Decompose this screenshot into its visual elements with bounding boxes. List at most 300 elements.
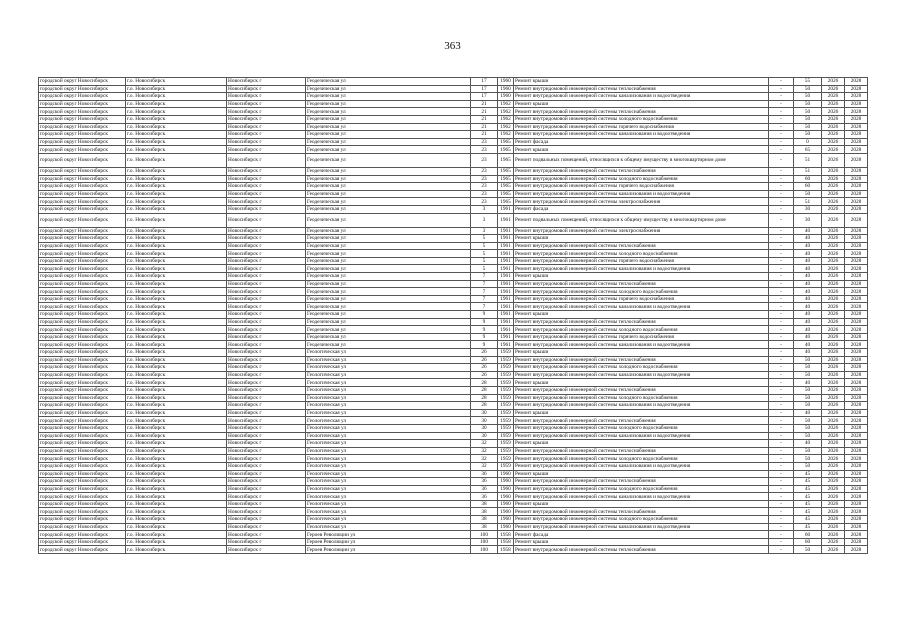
year-from-cell: 2026: [822, 115, 845, 123]
locality-cell: Новосибирск г: [227, 295, 306, 303]
locality-cell: Новосибирск г: [227, 356, 306, 364]
house-number-cell: 32: [471, 455, 498, 463]
year-to-cell: 2028: [845, 455, 868, 463]
dash-cell-cell: -: [769, 546, 794, 554]
municipality-cell: городской округ Новосибирск: [39, 295, 126, 303]
year-from-cell: 2026: [822, 326, 845, 334]
build-year-cell: 1959: [498, 440, 514, 448]
build-year-cell: 1962: [498, 123, 514, 131]
work-type-cell: Ремонт внутридомовой инженерной системы теплоснабжения: [514, 318, 769, 326]
cost-value-cell: 50: [794, 394, 822, 402]
build-year-cell: 1959: [498, 409, 514, 417]
district-cell: г.о. Новосибирск: [126, 394, 227, 402]
year-from-cell: 2026: [822, 493, 845, 501]
year-to-cell: 2028: [845, 462, 868, 470]
cost-value-cell: 45: [794, 478, 822, 486]
house-number-cell: 5: [471, 250, 498, 258]
year-to-cell: 2028: [845, 190, 868, 198]
street-cell: Геологическая ул: [306, 424, 471, 432]
cost-value-cell: 40: [794, 242, 822, 250]
work-type-cell: Ремонт внутридомовой инженерной системы холодного водоснабжения: [514, 175, 769, 183]
locality-cell: Новосибирск г: [227, 371, 306, 379]
cost-value-cell: 50: [794, 190, 822, 198]
street-cell: Геодезическая ул: [306, 326, 471, 334]
district-cell: г.о. Новосибирск: [126, 198, 227, 206]
district-cell: г.о. Новосибирск: [126, 462, 227, 470]
work-type-cell: Ремонт крыши: [514, 409, 769, 417]
street-cell: Геодезическая ул: [306, 93, 471, 101]
work-type-cell: Ремонт внутридомовой инженерной системы канализования и водоотведения: [514, 462, 769, 470]
street-cell: Геологическая ул: [306, 516, 471, 524]
district-cell: г.о. Новосибирск: [126, 326, 227, 334]
locality-cell: Новосибирск г: [227, 131, 306, 139]
work-type-cell: Ремонт подвальных помещений, относящихся к общему имуществу в многоквартирном доме: [514, 213, 769, 227]
street-cell: Геологическая ул: [306, 508, 471, 516]
dash-cell-cell: -: [769, 508, 794, 516]
dash-cell-cell: -: [769, 288, 794, 296]
street-cell: Геологическая ул: [306, 493, 471, 501]
table-row: [39, 190, 868, 198]
work-type-cell: Ремонт внутридомовой инженерной системы теплоснабжения: [514, 167, 769, 175]
table-row: [39, 115, 868, 123]
work-type-cell: Ремонт внутридомовой инженерной системы холодного водоснабжения: [514, 326, 769, 334]
work-type-cell: Ремонт внутридомовой инженерной системы канализования и водоотведения: [514, 190, 769, 198]
year-to-cell: 2028: [845, 123, 868, 131]
work-type-cell: Ремонт фасада: [514, 205, 769, 213]
street-cell: Геодезическая ул: [306, 146, 471, 154]
cost-value-cell: 60: [794, 175, 822, 183]
municipality-cell: городской округ Новосибирск: [39, 333, 126, 341]
district-cell: г.о. Новосибирск: [126, 523, 227, 531]
district-cell: г.о. Новосибирск: [126, 131, 227, 139]
municipality-cell: городской округ Новосибирск: [39, 478, 126, 486]
street-cell: Геодезическая ул: [306, 273, 471, 281]
table-row: [39, 485, 868, 493]
district-cell: г.о. Новосибирск: [126, 417, 227, 425]
table-row: [39, 93, 868, 101]
house-number-cell: 28: [471, 386, 498, 394]
municipality-cell: городской округ Новосибирск: [39, 326, 126, 334]
house-number-cell: 17: [471, 85, 498, 93]
table-row: [39, 100, 868, 108]
work-type-cell: Ремонт крыши: [514, 235, 769, 243]
street-cell: Геодезическая ул: [306, 303, 471, 311]
street-cell: Геологическая ул: [306, 409, 471, 417]
dash-cell-cell: -: [769, 341, 794, 349]
table-row: [39, 280, 868, 288]
house-number-cell: 3: [471, 227, 498, 235]
municipality-cell: городской округ Новосибирск: [39, 516, 126, 524]
municipality-cell: городской округ Новосибирск: [39, 371, 126, 379]
locality-cell: Новосибирск г: [227, 349, 306, 357]
cost-value-cell: 51: [794, 167, 822, 175]
locality-cell: Новосибирск г: [227, 273, 306, 281]
house-number-cell: 28: [471, 402, 498, 410]
build-year-cell: 1958: [498, 546, 514, 554]
year-to-cell: 2028: [845, 341, 868, 349]
build-year-cell: 1959: [498, 417, 514, 425]
house-number-cell: 32: [471, 447, 498, 455]
house-number-cell: 21: [471, 115, 498, 123]
year-from-cell: 2026: [822, 123, 845, 131]
year-from-cell: 2026: [822, 394, 845, 402]
municipality-cell: городской округ Новосибирск: [39, 123, 126, 131]
page-number: 363: [444, 40, 461, 52]
work-type-cell: Ремонт внутридомовой инженерной системы канализования и водоотведения: [514, 523, 769, 531]
municipality-cell: городской округ Новосибирск: [39, 311, 126, 319]
cost-value-cell: 45: [794, 485, 822, 493]
cost-value-cell: 50: [794, 100, 822, 108]
locality-cell: Новосибирск г: [227, 508, 306, 516]
year-to-cell: 2028: [845, 447, 868, 455]
municipality-cell: городской округ Новосибирск: [39, 531, 126, 539]
cost-value-cell: 30: [794, 213, 822, 227]
build-year-cell: 1961: [498, 333, 514, 341]
street-cell: Геологическая ул: [306, 394, 471, 402]
cost-value-cell: 51: [794, 198, 822, 206]
work-type-cell: Ремонт внутридомовой инженерной системы холодного водоснабжения: [514, 516, 769, 524]
build-year-cell: 1961: [498, 265, 514, 273]
year-to-cell: 2028: [845, 417, 868, 425]
district-cell: г.о. Новосибирск: [126, 318, 227, 326]
work-type-cell: Ремонт внутридомовой инженерной системы канализования и водоотведения: [514, 341, 769, 349]
dash-cell-cell: -: [769, 138, 794, 146]
locality-cell: Новосибирск г: [227, 100, 306, 108]
house-number-cell: 38: [471, 516, 498, 524]
locality-cell: Новосибирск г: [227, 85, 306, 93]
house-number-cell: 7: [471, 295, 498, 303]
cost-value-cell: 40: [794, 349, 822, 357]
street-cell: Геологическая ул: [306, 432, 471, 440]
year-to-cell: 2028: [845, 485, 868, 493]
house-number-cell: 38: [471, 508, 498, 516]
table-row: [39, 356, 868, 364]
year-to-cell: 2028: [845, 440, 868, 448]
year-from-cell: 2026: [822, 198, 845, 206]
dash-cell-cell: -: [769, 183, 794, 191]
house-number-cell: 30: [471, 424, 498, 432]
municipality-cell: городской округ Новосибирск: [39, 78, 126, 86]
district-cell: г.о. Новосибирск: [126, 470, 227, 478]
street-cell: Геологическая ул: [306, 470, 471, 478]
municipality-cell: городской округ Новосибирск: [39, 538, 126, 546]
table-row: [39, 311, 868, 319]
municipality-cell: городской округ Новосибирск: [39, 138, 126, 146]
municipality-cell: городской округ Новосибирск: [39, 379, 126, 387]
street-cell: Геодезическая ул: [306, 131, 471, 139]
cost-value-cell: 30: [794, 205, 822, 213]
house-number-cell: 36: [471, 470, 498, 478]
build-year-cell: 1960: [498, 470, 514, 478]
house-number-cell: 3: [471, 205, 498, 213]
municipality-cell: городской округ Новосибирск: [39, 485, 126, 493]
work-type-cell: Ремонт крыши: [514, 146, 769, 154]
build-year-cell: 1961: [498, 213, 514, 227]
locality-cell: Новосибирск г: [227, 432, 306, 440]
dash-cell-cell: -: [769, 531, 794, 539]
municipality-cell: городской округ Новосибирск: [39, 108, 126, 116]
table-row: [39, 447, 868, 455]
house-number-cell: 9: [471, 341, 498, 349]
dash-cell-cell: -: [769, 273, 794, 281]
dash-cell-cell: -: [769, 402, 794, 410]
street-cell: Геологическая ул: [306, 440, 471, 448]
build-year-cell: 1958: [498, 531, 514, 539]
municipality-cell: городской округ Новосибирск: [39, 167, 126, 175]
table-row: [39, 462, 868, 470]
table-body: [39, 78, 868, 554]
work-type-cell: Ремонт внутридомовой инженерной системы холодного водоснабжения: [514, 115, 769, 123]
year-to-cell: 2028: [845, 326, 868, 334]
cost-value-cell: 40: [794, 341, 822, 349]
municipality-cell: городской округ Новосибирск: [39, 93, 126, 101]
cost-value-cell: 60: [794, 183, 822, 191]
street-cell: Геодезическая ул: [306, 311, 471, 319]
year-to-cell: 2028: [845, 516, 868, 524]
municipality-cell: городской округ Новосибирск: [39, 131, 126, 139]
municipality-cell: городской округ Новосибирск: [39, 257, 126, 265]
table-row: [39, 538, 868, 546]
house-number-cell: 26: [471, 364, 498, 372]
cost-value-cell: 40: [794, 333, 822, 341]
municipality-cell: городской округ Новосибирск: [39, 508, 126, 516]
year-from-cell: 2026: [822, 303, 845, 311]
table-row: [39, 198, 868, 206]
cost-value-cell: 45: [794, 523, 822, 531]
district-cell: г.о. Новосибирск: [126, 440, 227, 448]
dash-cell-cell: -: [769, 93, 794, 101]
street-cell: Геологическая ул: [306, 371, 471, 379]
year-from-cell: 2026: [822, 167, 845, 175]
work-type-cell: Ремонт внутридомовой инженерной системы холодного водоснабжения: [514, 364, 769, 372]
year-from-cell: 2026: [822, 371, 845, 379]
street-cell: Героев Революции ул: [306, 546, 471, 554]
table-row: [39, 138, 868, 146]
cost-value-cell: 60: [794, 531, 822, 539]
table-row: [39, 318, 868, 326]
street-cell: Геологическая ул: [306, 500, 471, 508]
cost-value-cell: 45: [794, 470, 822, 478]
build-year-cell: 1962: [498, 100, 514, 108]
street-cell: Геодезическая ул: [306, 167, 471, 175]
work-type-cell: Ремонт крыши: [514, 379, 769, 387]
dash-cell-cell: -: [769, 516, 794, 524]
year-from-cell: 2026: [822, 402, 845, 410]
year-to-cell: 2028: [845, 311, 868, 319]
year-to-cell: 2028: [845, 280, 868, 288]
street-cell: Геодезическая ул: [306, 242, 471, 250]
district-cell: г.о. Новосибирск: [126, 85, 227, 93]
cost-value-cell: 40: [794, 265, 822, 273]
table-row: [39, 424, 868, 432]
year-to-cell: 2028: [845, 288, 868, 296]
year-to-cell: 2028: [845, 538, 868, 546]
year-from-cell: 2026: [822, 242, 845, 250]
cost-value-cell: 40: [794, 379, 822, 387]
house-number-cell: 100: [471, 538, 498, 546]
build-year-cell: 1958: [498, 538, 514, 546]
municipality-cell: городской округ Новосибирск: [39, 205, 126, 213]
dash-cell-cell: -: [769, 198, 794, 206]
work-type-cell: Ремонт внутридомовой инженерной системы теплоснабжения: [514, 546, 769, 554]
dash-cell-cell: -: [769, 167, 794, 175]
dash-cell-cell: -: [769, 303, 794, 311]
build-year-cell: 1961: [498, 235, 514, 243]
district-cell: г.о. Новосибирск: [126, 183, 227, 191]
dash-cell-cell: -: [769, 485, 794, 493]
district-cell: г.о. Новосибирск: [126, 153, 227, 167]
street-cell: Геологическая ул: [306, 402, 471, 410]
house-number-cell: 23: [471, 175, 498, 183]
street-cell: Геодезическая ул: [306, 175, 471, 183]
dash-cell-cell: -: [769, 131, 794, 139]
work-type-cell: Ремонт внутридомовой инженерной системы теплоснабжения: [514, 280, 769, 288]
municipality-cell: городской округ Новосибирск: [39, 288, 126, 296]
build-year-cell: 1959: [498, 432, 514, 440]
street-cell: Геологическая ул: [306, 447, 471, 455]
year-from-cell: 2026: [822, 108, 845, 116]
dash-cell-cell: -: [769, 478, 794, 486]
house-number-cell: 17: [471, 78, 498, 86]
district-cell: г.о. Новосибирск: [126, 78, 227, 86]
district-cell: г.о. Новосибирск: [126, 138, 227, 146]
municipality-cell: городской округ Новосибирск: [39, 455, 126, 463]
table-row: [39, 523, 868, 531]
locality-cell: Новосибирск г: [227, 303, 306, 311]
municipality-cell: городской округ Новосибирск: [39, 115, 126, 123]
house-number-cell: 7: [471, 303, 498, 311]
year-from-cell: 2026: [822, 131, 845, 139]
year-from-cell: 2026: [822, 138, 845, 146]
table-row: [39, 371, 868, 379]
year-to-cell: 2028: [845, 333, 868, 341]
table-row: [39, 242, 868, 250]
build-year-cell: 1959: [498, 402, 514, 410]
street-cell: Геодезическая ул: [306, 295, 471, 303]
district-cell: г.о. Новосибирск: [126, 546, 227, 554]
municipality-cell: городской округ Новосибирск: [39, 394, 126, 402]
district-cell: г.о. Новосибирск: [126, 447, 227, 455]
year-from-cell: 2026: [822, 288, 845, 296]
district-cell: г.о. Новосибирск: [126, 146, 227, 154]
municipality-cell: городской округ Новосибирск: [39, 198, 126, 206]
district-cell: г.о. Новосибирск: [126, 235, 227, 243]
district-cell: г.о. Новосибирск: [126, 295, 227, 303]
dash-cell-cell: -: [769, 409, 794, 417]
dash-cell-cell: -: [769, 440, 794, 448]
work-type-cell: Ремонт внутридомовой инженерной системы горячего водоснабжения: [514, 333, 769, 341]
district-cell: г.о. Новосибирск: [126, 273, 227, 281]
dash-cell-cell: -: [769, 371, 794, 379]
year-from-cell: 2026: [822, 379, 845, 387]
build-year-cell: 1962: [498, 131, 514, 139]
build-year-cell: 1959: [498, 386, 514, 394]
year-to-cell: 2028: [845, 175, 868, 183]
dash-cell-cell: -: [769, 108, 794, 116]
street-cell: Геодезическая ул: [306, 280, 471, 288]
house-number-cell: 36: [471, 485, 498, 493]
cost-value-cell: 0: [794, 138, 822, 146]
table-row: [39, 531, 868, 539]
table-row: [39, 478, 868, 486]
locality-cell: Новосибирск г: [227, 93, 306, 101]
dash-cell-cell: -: [769, 432, 794, 440]
build-year-cell: 1959: [498, 371, 514, 379]
house-number-cell: 5: [471, 242, 498, 250]
year-to-cell: 2028: [845, 93, 868, 101]
locality-cell: Новосибирск г: [227, 326, 306, 334]
locality-cell: Новосибирск г: [227, 190, 306, 198]
year-from-cell: 2026: [822, 349, 845, 357]
table-row: [39, 455, 868, 463]
cost-value-cell: 50: [794, 356, 822, 364]
year-from-cell: 2026: [822, 386, 845, 394]
house-number-cell: 32: [471, 440, 498, 448]
locality-cell: Новосибирск г: [227, 146, 306, 154]
table-row: [39, 250, 868, 258]
house-number-cell: 38: [471, 500, 498, 508]
year-from-cell: 2026: [822, 100, 845, 108]
work-type-cell: Ремонт фасада: [514, 531, 769, 539]
work-type-cell: Ремонт крыши: [514, 100, 769, 108]
district-cell: г.о. Новосибирск: [126, 424, 227, 432]
build-year-cell: 1960: [498, 85, 514, 93]
locality-cell: Новосибирск г: [227, 78, 306, 86]
cost-value-cell: 40: [794, 257, 822, 265]
locality-cell: Новосибирск г: [227, 311, 306, 319]
district-cell: г.о. Новосибирск: [126, 303, 227, 311]
municipality-cell: городской округ Новосибирск: [39, 546, 126, 554]
house-number-cell: 7: [471, 273, 498, 281]
municipality-cell: городской округ Новосибирск: [39, 470, 126, 478]
municipality-cell: городской округ Новосибирск: [39, 213, 126, 227]
street-cell: Геологическая ул: [306, 485, 471, 493]
dash-cell-cell: -: [769, 326, 794, 334]
dash-cell-cell: -: [769, 356, 794, 364]
dash-cell-cell: -: [769, 205, 794, 213]
work-type-cell: Ремонт внутридомовой инженерной системы теплоснабжения: [514, 478, 769, 486]
year-from-cell: 2026: [822, 213, 845, 227]
year-to-cell: 2028: [845, 108, 868, 116]
street-cell: Геодезическая ул: [306, 257, 471, 265]
cost-value-cell: 40: [794, 318, 822, 326]
street-cell: Геологическая ул: [306, 386, 471, 394]
year-to-cell: 2028: [845, 146, 868, 154]
build-year-cell: 1961: [498, 242, 514, 250]
district-cell: г.о. Новосибирск: [126, 311, 227, 319]
house-number-cell: 36: [471, 478, 498, 486]
house-number-cell: 30: [471, 432, 498, 440]
locality-cell: Новосибирск г: [227, 183, 306, 191]
street-cell: Героев Революции ул: [306, 538, 471, 546]
build-year-cell: 1961: [498, 341, 514, 349]
cost-value-cell: 40: [794, 303, 822, 311]
year-from-cell: 2026: [822, 146, 845, 154]
work-type-cell: Ремонт внутридомовой инженерной системы теплоснабжения: [514, 508, 769, 516]
locality-cell: Новосибирск г: [227, 455, 306, 463]
year-from-cell: 2026: [822, 538, 845, 546]
locality-cell: Новосибирск г: [227, 447, 306, 455]
cost-value-cell: 40: [794, 311, 822, 319]
work-type-cell: Ремонт внутридомовой инженерной системы теплоснабжения: [514, 417, 769, 425]
dash-cell-cell: -: [769, 364, 794, 372]
build-year-cell: 1959: [498, 447, 514, 455]
dash-cell-cell: -: [769, 175, 794, 183]
dash-cell-cell: -: [769, 85, 794, 93]
municipality-cell: городской округ Новосибирск: [39, 417, 126, 425]
work-type-cell: Ремонт внутридомовой инженерной системы холодного водоснабжения: [514, 424, 769, 432]
build-year-cell: 1959: [498, 424, 514, 432]
